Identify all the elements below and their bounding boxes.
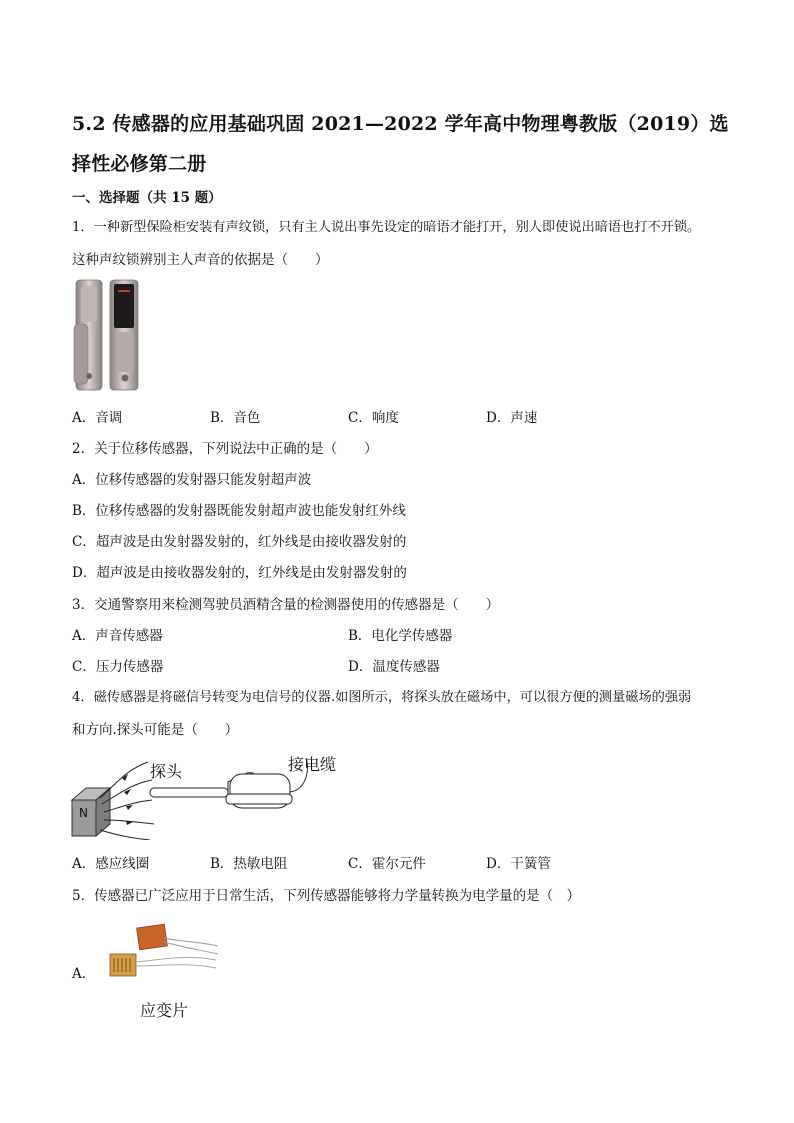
q4-stem-line2: 和方向.探头可能是（ ） — [72, 722, 239, 738]
q2-option-a[interactable]: A．位移传感器的发射器只能发射超声波 — [72, 472, 312, 488]
cable-label: 接电缆 — [288, 755, 337, 774]
q5-stem: 5．传感器已广泛应用于日常生活，下列传感器能够将力学量转换为电学量的是（ ） — [72, 888, 581, 904]
q3-option-a[interactable]: A．声音传感器 — [72, 628, 163, 644]
q3-option-c[interactable]: C．压力传感器 — [72, 659, 164, 675]
section-heading: 一、选择题（共 15 题） — [72, 190, 222, 206]
q5-option-a[interactable]: A． — [72, 966, 96, 982]
q2-option-b[interactable]: B．位移传感器的发射器既能发射超声波也能发射红外线 — [72, 503, 406, 519]
q4-option-b[interactable]: B．热敏电阻 — [210, 856, 288, 872]
magnetic-probe-diagram — [70, 748, 360, 840]
q3-option-b[interactable]: B．电化学传感器 — [348, 628, 453, 644]
magnet-north-label: N — [79, 806, 88, 820]
q2-option-d[interactable]: D．超声波是由接收器发射的，红外线是由发射器发射的 — [72, 565, 407, 581]
q1-stem-line1: 1．一种新型保险柜安装有声纹锁，只有主人说出事先设定的暗语才能打开，别人即使说出暗语也打不开锁。 — [72, 220, 701, 235]
q1-option-b[interactable]: B．音色 — [210, 410, 261, 426]
q1-stem-line2: 这种声纹锁辨别主人声音的依据是（ ） — [72, 252, 329, 268]
q3-option-d[interactable]: D．温度传感器 — [348, 659, 440, 675]
q2-stem: 2．关于位移传感器，下列说法中正确的是（ ） — [72, 441, 378, 457]
q4-stem-line1: 4．磁传感器是将磁信号转变为电信号的仪器.如图所示，将探头放在磁场中，可以很方便的测量磁场的强弱 — [72, 690, 692, 705]
smart-lock-image — [72, 278, 142, 394]
document-title: 5.2 传感器的应用基础巩固 2021—2022 学年高中物理粤教版（2019）选择性必修第二册 — [72, 113, 729, 175]
q3-stem: 3．交通警察用来检测驾驶员酒精含量的检测器使用的传感器是（ ） — [72, 597, 500, 613]
probe-label: 探头 — [150, 762, 183, 781]
q4-option-d[interactable]: D．干簧管 — [486, 856, 551, 872]
q1-option-a[interactable]: A．音调 — [72, 410, 123, 426]
strain-gauge-image — [100, 920, 220, 990]
q1-option-c[interactable]: C．响度 — [348, 410, 399, 426]
strain-gauge-label: 应变片 — [140, 1001, 189, 1020]
q1-option-d[interactable]: D．声速 — [486, 410, 538, 426]
q2-option-c[interactable]: C．超声波是由发射器发射的，红外线是由接收器发射的 — [72, 534, 407, 550]
q4-option-c[interactable]: C．霍尔元件 — [348, 856, 426, 872]
q4-option-a[interactable]: A．感应线圈 — [72, 856, 150, 872]
